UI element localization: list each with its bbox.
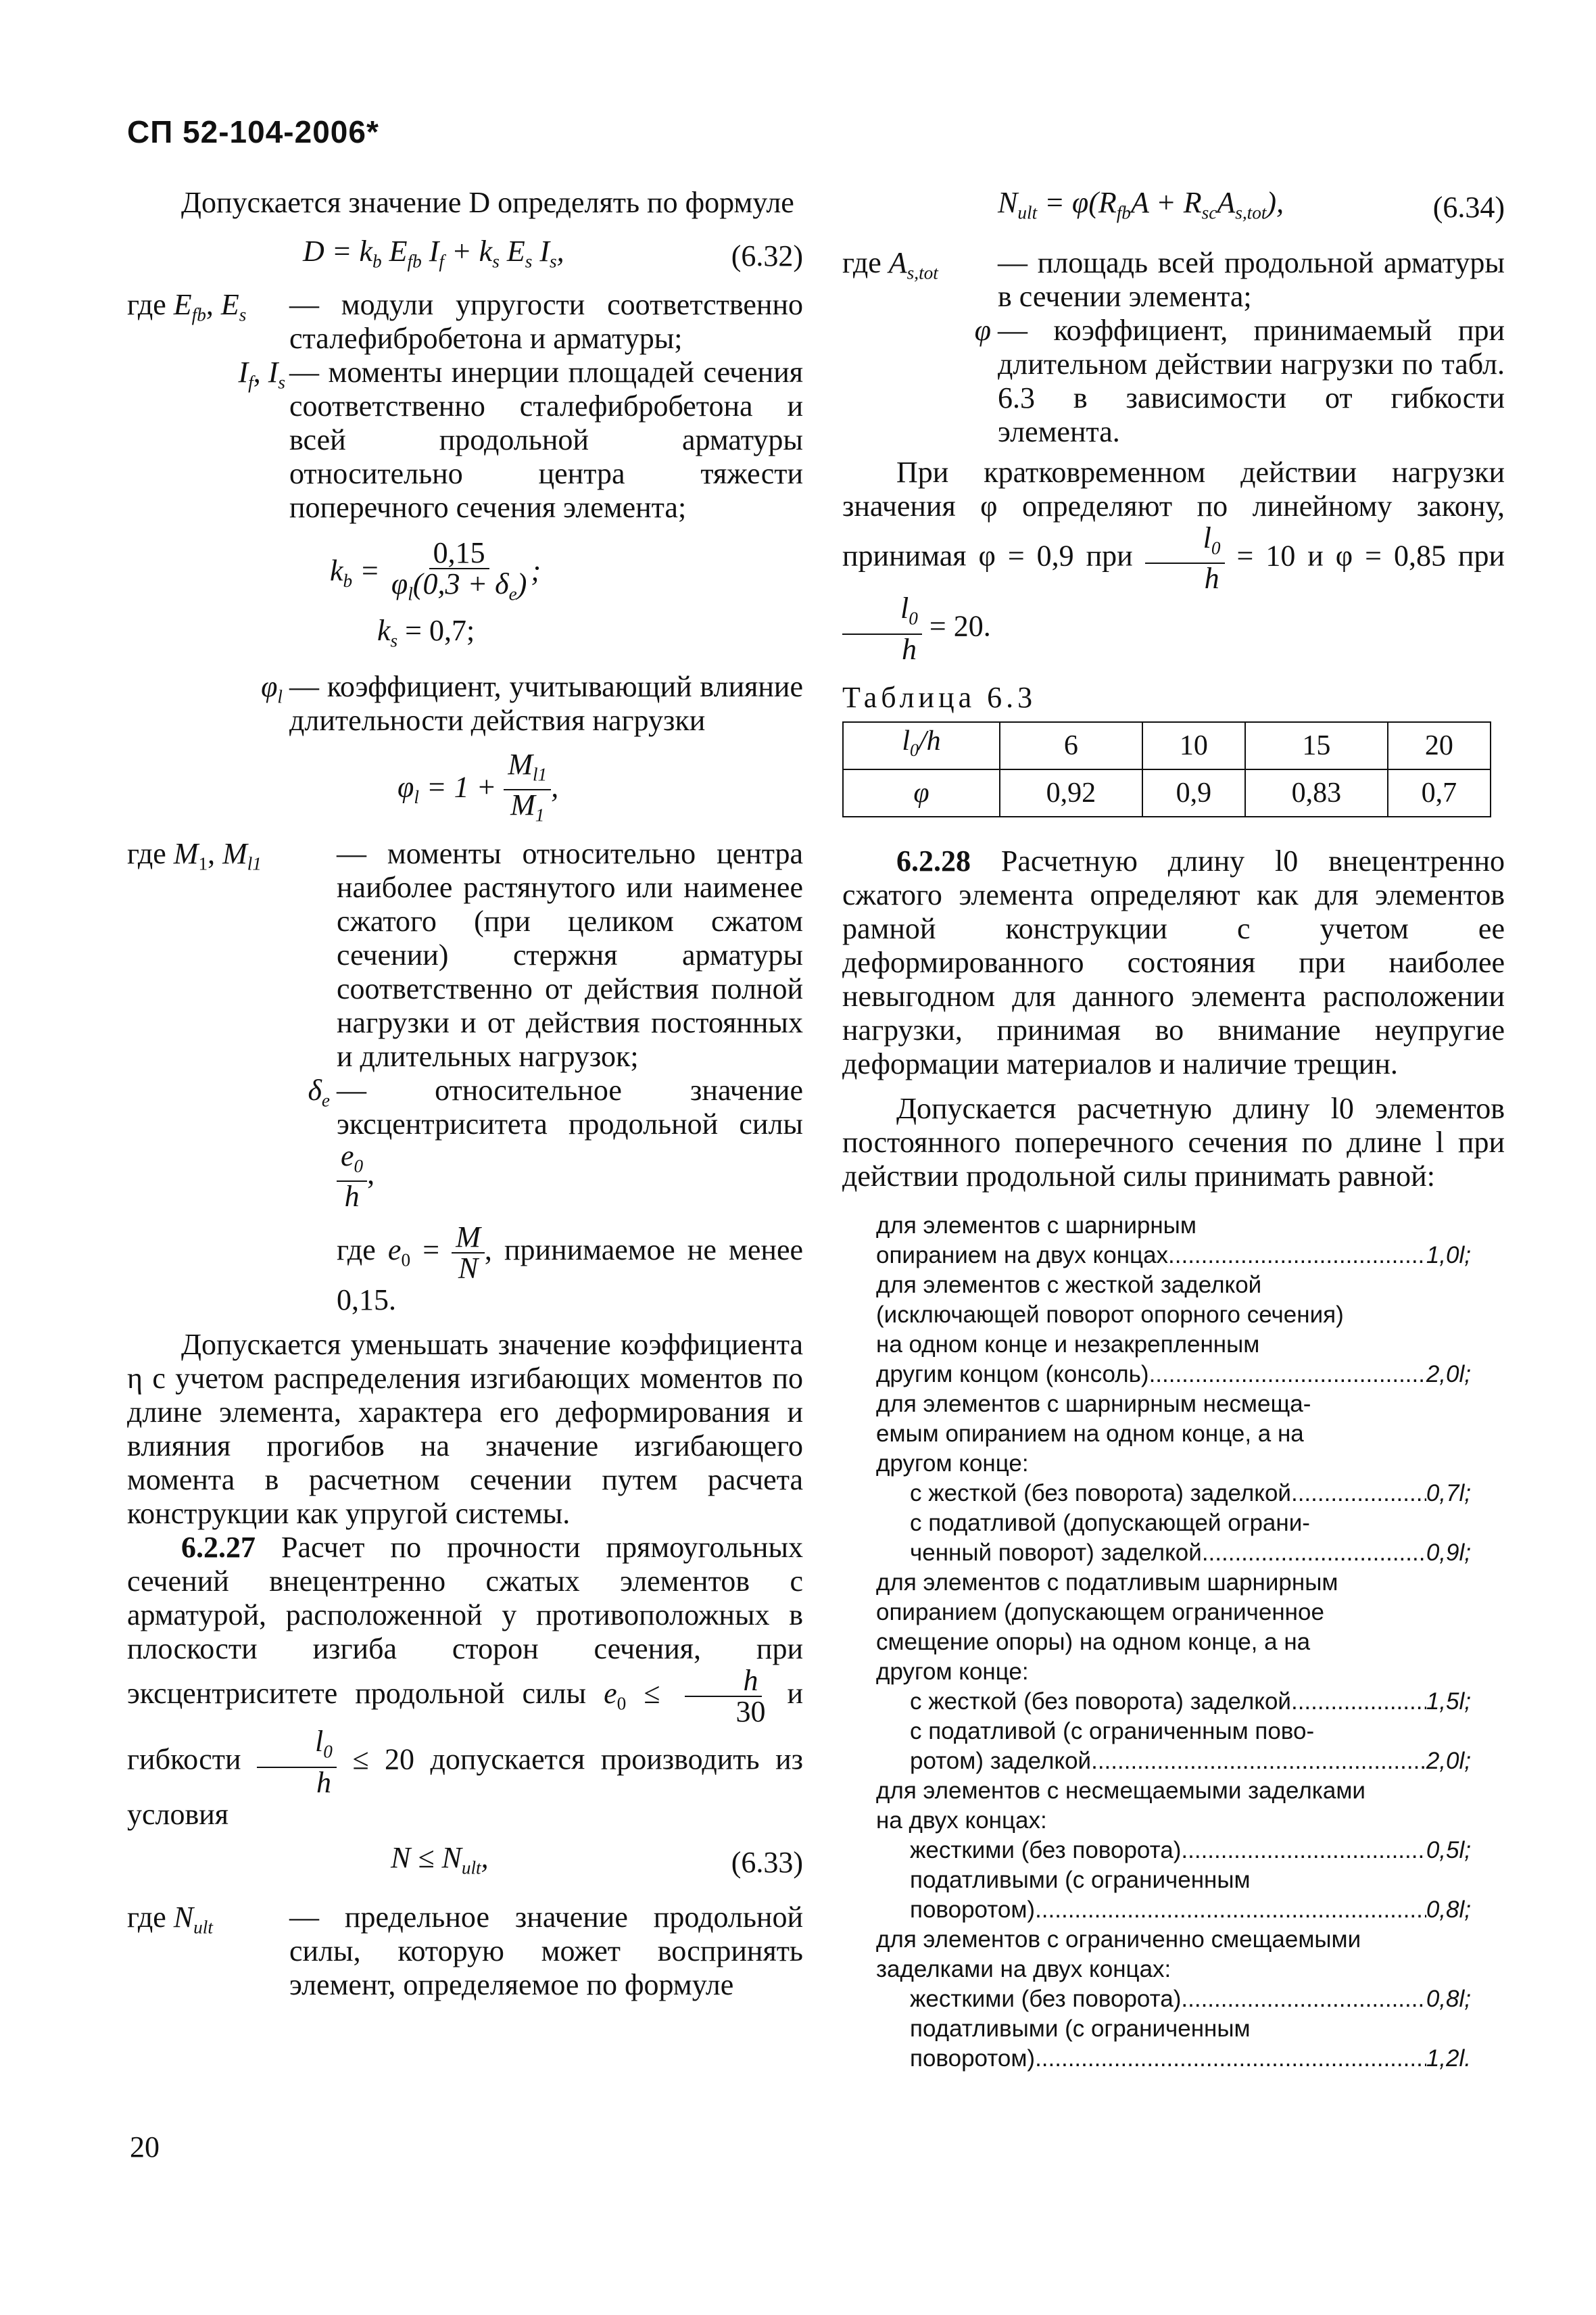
list-item-text: податливыми (с ограниченным [910,1866,1251,1893]
leader-dots [1181,1836,1426,1865]
table-cell: 10 [1142,722,1245,769]
table-6-3 [842,721,1491,817]
list-item-text: ротом) заделкой [910,1747,1092,1774]
list-item [876,1627,1471,1657]
list-item [876,2014,1471,2044]
list-item-value: 2,0l; [1426,1360,1471,1387]
list-item-value: 0,8l; [1426,1896,1471,1923]
list-item [876,1270,1471,1300]
leader-dots [1168,1241,1426,1270]
list-item-text: для элементов с шарнирным [876,1212,1196,1239]
formula-ks: $k_s = 0,7$; [377,614,475,651]
list-item-value: 0,5l; [1426,1836,1471,1863]
section-6-2-27: 6.2.27 Расчет по прочности прямоугольных сечений внецентренно сжатых элементов с арматурой, расположенной у противоположных в плоскости изгиба сторон сечения, при эксцентриситете продольной силы $e_0$ ≤ $\frac{h}{30}$ и гибкости $\frac{l_0}{h}$ ≤ 20 допускается производить из условия [127,1531,803,1831]
leader-dots [1035,1895,1426,1925]
list-item [876,1925,1471,1955]
list-item [876,1538,1471,1568]
leader-dots [1291,1687,1426,1717]
list-item-text: поворотом) [910,1896,1036,1923]
list-item-text: для элементов с несмещаемыми заделками [876,1777,1365,1804]
leader-dots [1091,1746,1426,1776]
list-item [876,1598,1471,1627]
left-column [127,186,803,2002]
list-item-text: ченный поворот) заделкой [910,1539,1202,1566]
table-cell: 6 [1000,722,1142,769]
effective-length-list [876,1211,1471,2074]
table-cell: φ [843,769,1000,817]
list-item [876,1717,1471,1746]
table-cell: 15 [1245,722,1388,769]
list-item-text: для элементов с жесткой заделкой [876,1271,1262,1298]
list-item-text: другим концом (консоль) [876,1360,1149,1387]
list-item-text: опиранием (допускающем ограниченное [876,1598,1324,1625]
list-item-text: смещение опоры) на одном конце, а на [876,1628,1311,1655]
leader-dots [1035,2044,1426,2074]
formula-6-32: $D = k_b$ $E_{fb}$ $I_f + k_s$ $E_s$ $I_s$, (6.32) [303,235,803,273]
list-item [876,1865,1471,1895]
page-number: 20 [130,2130,160,2164]
list-item-text: емым опиранием на одном конце, а на [876,1420,1304,1447]
paragraph-effective-length: Допускается расчетную длину l0 элементов постоянного поперечного сечения по длине l при действии продольной силы принимать равной: [842,1091,1505,1193]
list-item [876,1806,1471,1836]
table-cell: 0,92 [1000,769,1142,817]
list-item [876,1330,1471,1360]
table-cell: 20 [1388,722,1491,769]
table-cell: 0,83 [1245,769,1388,817]
list-item-value: 0,8l; [1426,1985,1471,2012]
list-item-value: 2,0l; [1426,1747,1471,1774]
list-item-text: для элементов с податливым шарнирным [876,1569,1338,1596]
table-row [843,769,1491,817]
leader-dots [1149,1360,1426,1389]
list-item-text: поворотом) [910,2045,1036,2072]
list-item [876,1300,1471,1330]
list-item-text: другом конце: [876,1658,1029,1685]
definition-phi: φ — коэффициент, принимаемый при длительном действии нагрузки по табл. 6.3 в зависимости от гибкости элемента. [974,313,1505,448]
list-item-text: на одном конце и незакрепленным [876,1331,1260,1358]
table-title: Таблица 6.3 [842,680,1037,714]
formula-kb: $k_b$ = $\frac{0,15}{\varphi_l(0,3 + \delta_e)}$ ; [330,535,541,604]
list-item-value: 0,9l; [1426,1539,1471,1566]
list-item-text: жесткими (без поворота) [910,1985,1182,2012]
definition-as-tot: где $A_{s,tot}$ — площадь всей продольной арматуры в сечении элемента; [842,245,1505,313]
paragraph-short-load: При кратковременном действии нагрузки значения φ определяют по линейному закону, принимая φ = 0,9 при $\frac{l_0}{h}$ = 10 и φ = 0,85 при $\frac{l_0}{h}$ = 20. [842,455,1505,666]
section-6-2-28: 6.2.28 Расчетную длину l0 внецентренно сжатого элемента определяют как для элементов рамной конструкции с учетом ее деформированного состояния при наиболее невыгодном для данного элемента расположении нагрузки, принимая во внимание неупругие деформации материалов и наличие трещин. [842,844,1505,1080]
formula-phi-l: $\varphi_l = 1$ + $\frac{M_{l1}}{M_1}$ , [397,747,559,826]
list-item [876,1776,1471,1806]
list-item [876,1984,1471,2014]
document-code: СП 52-104-2006* [127,114,379,149]
list-item [876,1687,1471,1717]
formula-6-33: $N \le N_{ult}$, (6.33) [391,1840,803,1880]
list-item-text: с податливой (с ограниченным пово- [910,1717,1315,1744]
paragraph-eta: Допускается уменьшать значение коэффициента η с учетом распределения изгибающих моментов по длине элемента, характера его деформирования и влияния прогибов на значение изгибающего момента в расчетном сечении путем расчета конструкции как упругой системы. [127,1328,803,1531]
list-item-text: другом конце: [876,1450,1029,1477]
definition-inertia: $I_f$, $I_s$ — моменты инерции площадей сечения соответственно сталефибробетона и всей продольной арматуры относительно центра тяжести поперечного сечения элемента; [238,355,803,524]
list-item-value: 0,7l; [1426,1479,1471,1506]
list-item-value: 1,0l; [1426,1241,1471,1268]
definition-delta-e: $\delta_e$ — относительное значение эксцентриситета продольной силы $\frac{e_0}{h}$ , [308,1073,803,1214]
list-item [876,1895,1471,1925]
list-item [876,1508,1471,1538]
list-item-text: на двух концах: [876,1807,1047,1834]
list-item-value: 1,5l; [1426,1688,1471,1715]
list-item [876,1955,1471,1984]
list-item-text: податливыми (с ограниченным [910,2015,1251,2042]
list-item-text: с жесткой (без поворота) заделкой [910,1688,1291,1715]
leader-dots [1181,1984,1426,2014]
list-item-text: с податливой (допускающей ограни- [910,1509,1310,1536]
list-item [876,1360,1471,1389]
list-item-text: для элементов с ограниченно смещаемыми [876,1926,1361,1953]
table-cell: $l_0/h$ [843,722,1000,769]
list-item [876,1419,1471,1449]
list-item [876,1241,1471,1270]
list-item [876,1479,1471,1508]
definition-n-ult: где $N_{ult}$ — предельное значение продольной силы, которую может воспринять элемент, определяемое по формуле [127,1901,803,2002]
list-item [876,1568,1471,1598]
list-item [876,1389,1471,1419]
formula-6-34: $N_{ult} = \varphi(R_{fb}A + R_{sc}A_{s,tot})$, (6.34) [998,186,1505,224]
list-item-text: для элементов с шарнирным несмеща- [876,1390,1311,1417]
formula-number: (6.32) [731,239,803,273]
definition-moments: где $M_1$, $M_{l1}$ — моменты относительно центра наиболее растянутого или наименее сжатого (при целиком сжатом сечении) стержня арматуры соответственно от действия полной нагрузки и от действия постоянных и длительных нагрузок; [127,836,803,1073]
list-item [876,2044,1471,2074]
table-cell: 0,7 [1388,769,1491,817]
list-item [876,1836,1471,1865]
list-item [876,1449,1471,1479]
list-item-text: опиранием на двух концах [876,1241,1169,1268]
definition-moduli: где $E_{fb}$, $E_s$ — модули упругости соответственно сталефибробетона и арматуры; [127,287,803,355]
list-item-text: (исключающей поворот опорного сечения) [876,1301,1344,1328]
table-cell: 0,9 [1142,769,1245,817]
list-item [876,1657,1471,1687]
leader-dots [1291,1479,1426,1508]
leader-dots [1202,1538,1426,1568]
definition-phi-l: $\varphi_l$ — коэффициент, учитывающий влияние длительности действия нагрузки [261,669,803,737]
paragraph-d-formula-intro: Допускается значение D определять по формуле [181,186,794,219]
list-item-text: заделками на двух концах: [876,1955,1171,1982]
definition-e0: где $e_0$ = $\frac{M}{N}$ , принимаемое не менее 0,15. [337,1220,803,1317]
list-item [876,1211,1471,1241]
list-item-value: 1,2l. [1426,2045,1471,2072]
list-item-text: жесткими (без поворота) [910,1836,1182,1863]
list-item [876,1746,1471,1776]
right-column [842,186,1505,2074]
list-item-text: с жесткой (без поворота) заделкой [910,1479,1291,1506]
table-row [843,722,1491,769]
